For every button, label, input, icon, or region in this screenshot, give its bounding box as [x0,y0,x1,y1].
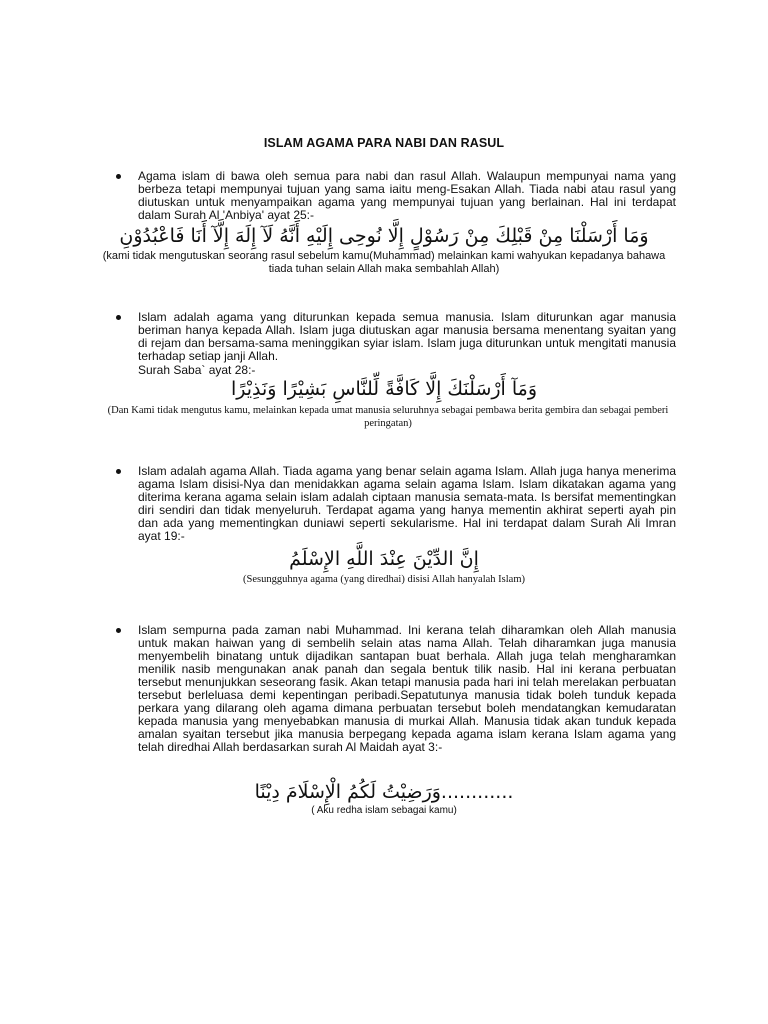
bullet-icon [116,315,121,320]
paragraph-text: Islam adalah agama yang diturunkan kepada semua manusia. Islam diturunkan agar manusia beriman hanya kepada Allah. Islam juga diutuskan agar manusia bersama menentang syaitan yang di rejam dan bersama-sama meninggikan syiar islam. Islam juga diturunkan untuk mengitati manusia terhadap setiap janji Allah. [138,310,676,363]
arabic-verse: إِنَّ الدِّيْنَ عِنْدَ اللَّهِ الإِسْلَمُ [289,548,479,570]
paragraph-text: Islam adalah agama Allah. Tiada agama yang benar selain agama Islam. Allah juga hanya menerima agama Islam disisi-Nya dan menidakkan agama selain agama Islam. Islam dikatakan agama yang diterima kerana agama selain islam adalah ciptaan manusia semata-mata. Is bersifat mementingkan diri sendiri dan tidak menyeluruh. Terdapat agama yang hanya mementin akhirat seperti ayah pin dan ada yang mementingkan duniawi seperti sekularisme. Hal ini terdapat dalam Surah Ali Imran ayat 19:- [138,464,676,543]
surah-reference: Surah Saba` ayat 28:- [138,363,256,377]
page-title: ISLAM AGAMA PARA NABI DAN RASUL [263,136,505,150]
verse-translation: (Sesungguhnya agama (yang diredhai) disisi Allah hanyalah Islam) [243,574,525,585]
verse-translation: ( Aku redha islam sebagai kamu) [311,805,457,816]
arabic-verse: ............وَرَضِيْتُ لَكُمُ الْإِسْلَامَ دِيْنًا [254,781,514,803]
arabic-verse: وَمَا أَرْسَلْنَا مِنْ قَبْلِكَ مِنْ رَسُوْلٍ إِلَّا نُوحِى إِلَيْهِ أَنَّهُ لَآ إِلَهَ إِلَّآ أَنَا فَاعْبُدُوْنِ [119,225,649,247]
verse-translation: (Dan Kami tidak mengutus kamu, melainkan kepada umat manusia seluruhnya sebagai pembawa berita gembira dan sebagai pemberi peringatan) [107,405,669,429]
paragraph-text: Islam sempurna pada zaman nabi Muhammad. Ini kerana telah diharamkan oleh Allah manusia untuk makan haiwan yang di sembelih selain atas nama Allah. Telah diharamkan juga manusia menyembelih binatang untuk dijadikan santapan buat berhala. Allah juga telah mengharamkan menilik nasib mengunakan anak panah dan segala bentuk tilik nasib. Hal ini kerana perbuatan tersebut menunjukkan seseorang fasik. Akan tetapi manusia pada hari ini telah merelakan perbuatan tersebut berleluasa demi kepentingan peribadi.Sepatutunya manusia tidak boleh tunduk kepada perkara yang dilarang oleh agama dimana perbuatan tersebut boleh mendatangkan kemudaratan kepada manusia yang menyebabkan manusia di murkai Allah. Manusia tidak akan tunduk kepada amalan syaitan tersebut jika manusia berpegang kepada agama islam kerana Islam agama yang telah diredhai Allah berdasarkan surah Al Maidah ayat 3:- [138,623,676,754]
paragraph-text: Agama islam di bawa oleh semua para nabi dan rasul Allah. Walaupun mempunyai nama yang berbeza tetapi mempunyai tujuan yang sama iaitu meng-Esakan Allah. Tiada nabi atau rasul yang diutuskan untuk menyampaikan agama yang mempunyai tujuan yang berlainan. Hal ini terdapat dalam Surah Al 'Anbiya' ayat 25:- [138,169,676,222]
verse-translation: (kami tidak mengutuskan seorang rasul sebelum kamu(Muhammad) melainkan kami wahyukan kepadanya bahawa tiada tuhan selain Allah maka sembahlah Allah) [102,250,666,275]
bullet-icon [116,628,121,633]
bullet-icon [116,469,121,474]
arabic-verse: وَمَآ أَرْسَلْنَكَ إِلَّا كَافَّةً لِّلنَّاسِ بَشِيْرًا وَنَذِيْرًا [230,378,538,400]
bullet-icon [116,174,121,179]
